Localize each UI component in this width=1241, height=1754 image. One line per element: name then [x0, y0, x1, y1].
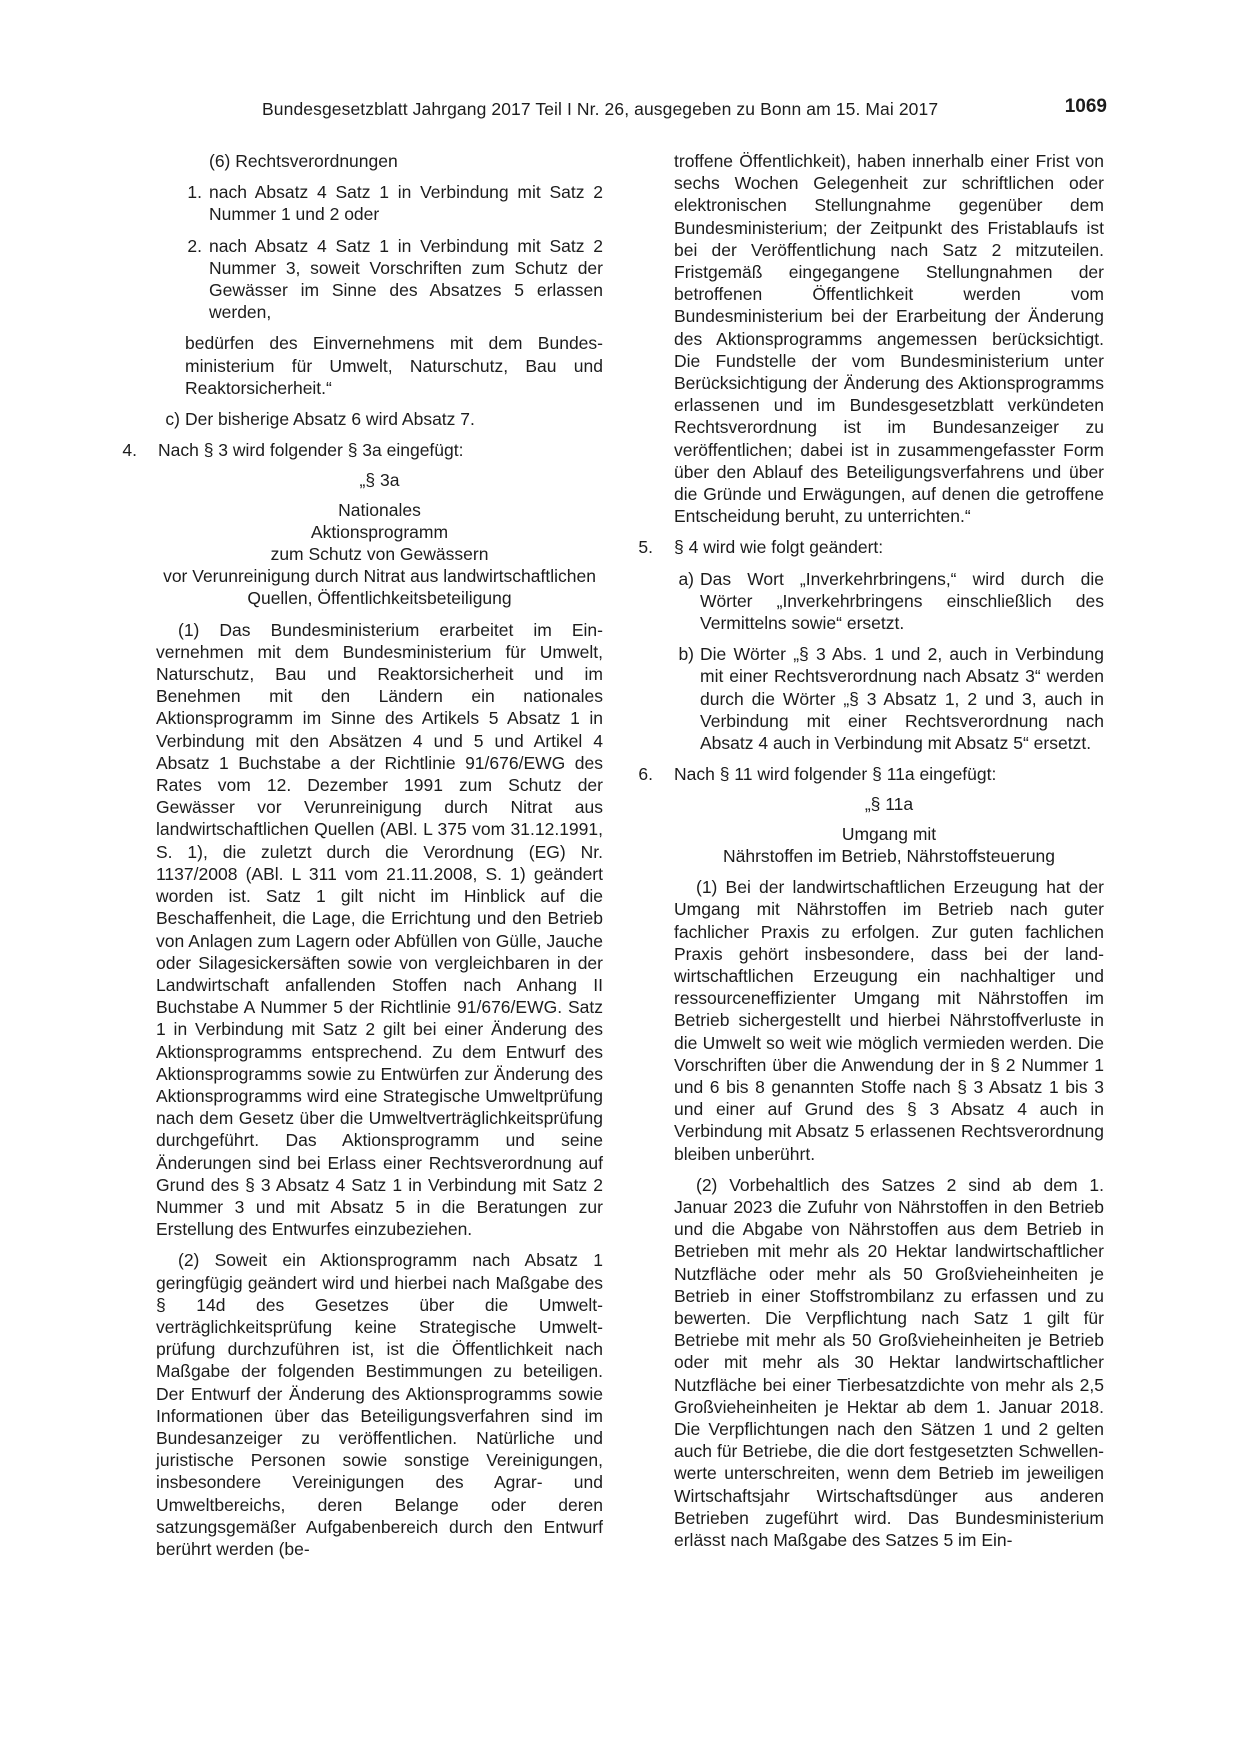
list-item-text: nach Absatz 4 Satz 1 in Verbindung mit Satz 2 Nummer 3, soweit Vorschriften zum Schutz der Gewässer im Sinne des Absatzes 5 erlassen werden,	[209, 235, 603, 323]
section-title-line: Umgang mit	[841, 823, 937, 844]
amendment-text: § 4 wird wie folgt geändert:	[674, 537, 884, 558]
amendment-c	[156, 408, 603, 430]
running-header	[262, 96, 1107, 125]
list-item	[156, 235, 603, 324]
amendment-label: 4.	[122, 440, 137, 461]
header-title: Bundesgesetzblatt Jahrgang 2017 Teil I Nr. 26, ausgegeben zu Bonn am 15. Mai 2017	[262, 99, 939, 119]
page-number: 1069	[1064, 96, 1107, 117]
section-number: „§ 11a	[864, 794, 914, 815]
list-item-label: 1.	[187, 182, 202, 203]
list-item-label: 2.	[187, 235, 202, 256]
paragraph-1: (1) Das Bundesministerium erarbeitet im Einvernehmen mit dem Bundesministerium für Umwelt, Naturschutz, Bau und Reaktorsicherheit und im Benehmen mit den Ländern ein nationales Aktionsprogramm im Sinne des Artikels 5 Absatz 1 in Verbindung mit den Absätzen 4 und 5 und Artikel 4 Absatz 1 Buchstabe a der Richtlinie 91/676/EWG des Rates vom 12. Dezember 1991 zum Schutz der Gewässer vor Verunreinigung durch Nitrat aus landwirtschaftlichen Quellen (ABl. L 375 vom 31.12.1991, S. 1), die zuletzt durch die Verordnung (EG) Nr. 1137/2008 (ABl. L 311 vom 21.11.2008, S. 1) geändert worden ist. Satz 1 gilt nicht im Hinblick auf die Beschaffenheit, die Lage, die Errichtung und den Betrieb von Anlagen zum Lagern oder Abfüllen von Gülle, Jauche oder Silagesickersäften sowie von vergleichbaren in der Landwirtschaft anfallenden Stoffen nach Anhang II Buchstabe A Nummer 5 der Richtlinie 91/676/EWG. Satz 1 in Verbindung mit Satz 2 gilt bei einer Änderung des Aktionsprogramms entsprechend. Zu dem Entwurf des Aktionsprogramms sowie zu Entwürfen zur Änderung des Aktionsprogramms wird eine Strategische Umweltprüfung nach dem Gesetz über die Umweltverträglichkeitsprüfung durchgeführt. Das Aktionsprogramm und seine Änderungen sind bei Erlass einer Rechtsverordnung auf Grund des § 3 Absatz 4 Satz 1 in Verbindung mit Satz 2 Nummer 3 und mit Absatz 5 in die Beratungen zur Erstellung des Entwurfes einzubeziehen.	[156, 619, 603, 1240]
abs6-heading: (6) Rechtsverordnungen	[209, 151, 398, 171]
amendment-4	[117, 439, 603, 461]
amendment-text: Das Wort „Inverkehrbringens,“ wird durch die Wörter „Inverkehrbringens einschließlich des Vermittelns sowie“ ersetzt.	[700, 568, 1104, 634]
paragraph-2-continued: troffene Öffentlichkeit), haben innerhalb einer Frist von sechs Wochen Gelegenheit zur schriftlichen oder elektronischen Stellungnahme gegenüber dem Bundesministerium; der Zeitpunkt des Fristablaufs ist bei der Veröffentlichung nach Satz 2 mitzuteilen. Fristgemäß eingegangene Stellungnahmen der betroffenen Öffentlichkeit werden vom Bundesministerium bei der Erarbeitung der Änderung des Aktionsprogramms angemessen berücksichtigt. Die Fundstelle der vom Bundesministerium unter Berücksichtigung der Änderung des Aktionsprogramms erlassenen und im Bundesgesetzblatt verkündeten Rechtsverordnung ist im Bundesanzeiger zu veröffentlichen; dabei ist in zusammengefasster Form über den Ablauf des Beteiligungsverfahrens und über die Gründe und Erwägungen, auf denen die getroffene Entscheidung beruht, zu unterrichten.“	[674, 151, 1104, 527]
amendment-label: a)	[678, 568, 694, 589]
amendment-5b	[674, 643, 1104, 754]
paragraph-1: (1) Bei der landwirtschaftlichen Erzeugung hat der Umgang mit Nährstoffen im Betrieb nach guter fachlicher Praxis zu erfolgen. Zur guten fachlichen Praxis gehört insbesondere, dass bei der landwirtschaftlichen Erzeugung ein nachhaltiger und ressourceneffizienter Umgang mit Nährstoffen im Betrieb sichergestellt und hierbei Nährstoffverluste in die Umwelt so weit wie möglich vermieden werden. Die Vorschriften über die Anwendung der in § 2 Nummer 1 und 6 bis 8 genannten Stoffe nach § 3 Absatz 1 bis 3 und einer auf Grund des § 3 Absatz 4 auch in Verbindung mit Absatz 5 erlassenen Rechtsverordnung bleiben unberührt.	[674, 877, 1104, 1164]
paragraph-2: (2) Vorbehaltlich des Satzes 2 sind ab dem 1. Januar 2023 die Zufuhr von Nährstoffen in den Betrieb und die Abgabe von Nährstoffen aus dem Betrieb in Betrieben mit mehr als 20 Hektar landwirtschaftlicher Nutzfläche oder mehr als 50 Großvieheinheiten je Betrieb in einer Stoffstrombilanz zu erfassen und zu bewerten. Die Verpflichtung nach Satz 1 gilt für Betriebe mit mehr als 50 Großvieheinheiten je Betrieb oder mit mehr als 30 Hektar landwirtschaftlicher Nutzfläche bei einer Tierbesatzdichte von mehr als 2,5 Großvieheinheiten je Hektar ab dem 1. Januar 2018. Die Verpflichtungen nach den Sätzen 1 und 2 gelten auch für Betriebe, die die dort festgesetzten Schwellenwerte unterschreiten, wenn dem Betrieb im jeweiligen Wirtschaftsjahr Wirtschaftsdünger aus anderen Betrieben zugeführt wird. Das Bundesministerium erlässt nach Maßgabe des Satzes 5 im Ein-	[674, 1174, 1104, 1550]
paragraph-2: (2) Soweit ein Aktionsprogramm nach Absatz 1 geringfügig geändert wird und hierbei nach Maßgabe des § 14d des Gesetzes über die Umweltverträglichkeitsprüfung keine Strategische Umweltprüfung durchzuführen ist, ist die Öffentlichkeit nach Maßgabe der folgenden Bestimmungen zu beteiligen. Der Entwurf der Änderung des Aktionsprogramms sowie Informationen über das Beteiligungsverfahren sind im Bundesanzeiger zu veröffentlichen. Natürliche und juristische Personen sowie sonstige Vereinigungen, insbesondere Vereinigungen des Agrar- und Umweltbereichs, deren Belange oder deren satzungsgemäßer Aufgabenbereich durch den Entwurf berührt werden (be-	[156, 1250, 603, 1559]
section-title-line: Nährstoffen im Betrieb, Nährstoffsteuerung	[722, 845, 1056, 866]
list-item	[156, 181, 603, 225]
abs6-tail: bedürfen des Einvernehmens mit dem Bundesministerium für Umwelt, Naturschutz, Bau und Reaktorsicherheit.“	[185, 333, 603, 398]
list-item-text: nach Absatz 4 Satz 1 in Verbindung mit Satz 2 Nummer 1 und 2 oder	[209, 182, 603, 225]
section-title-line: vor Verunreinigung durch Nitrat aus landwirtschaftlichen Quellen, Öffentlichkeitsbeteiligung	[163, 566, 596, 609]
amendment-text: Die Wörter „§ 3 Abs. 1 und 2, auch in Verbindung mit einer Rechtsverordnung nach Absatz 3“ werden durch die Wörter „§ 3 Absatz 1, 2 und 3, auch in Verbindung mit einer Rechtsverordnung nach Absatz 4 auch in Verbindung mit Absatz 5“ ersetzt.	[700, 644, 1104, 754]
section-number: „§ 3a	[359, 470, 400, 491]
amendment-label: c)	[165, 409, 180, 430]
amendment-label: b)	[678, 644, 694, 665]
amendment-text: Nach § 11 wird folgender § 11a eingefügt:	[674, 764, 997, 785]
section-title-line: zum Schutz von Gewässern	[270, 544, 489, 565]
amendment-5	[637, 536, 1104, 558]
amendment-text: Der bisherige Absatz 6 wird Absatz 7.	[185, 409, 475, 430]
section-title-line: Nationales	[338, 499, 421, 520]
left-column	[122, 150, 603, 1560]
amendment-5a	[674, 568, 1104, 635]
amendment-label: 6.	[638, 764, 653, 785]
amendment-text: Nach § 3 wird folgender § 3a eingefügt:	[158, 440, 464, 461]
amendment-6	[637, 763, 1104, 785]
amendment-label: 5.	[638, 537, 653, 558]
section-title-line: Aktionsprogramm	[310, 521, 449, 542]
right-column	[638, 150, 1104, 1551]
